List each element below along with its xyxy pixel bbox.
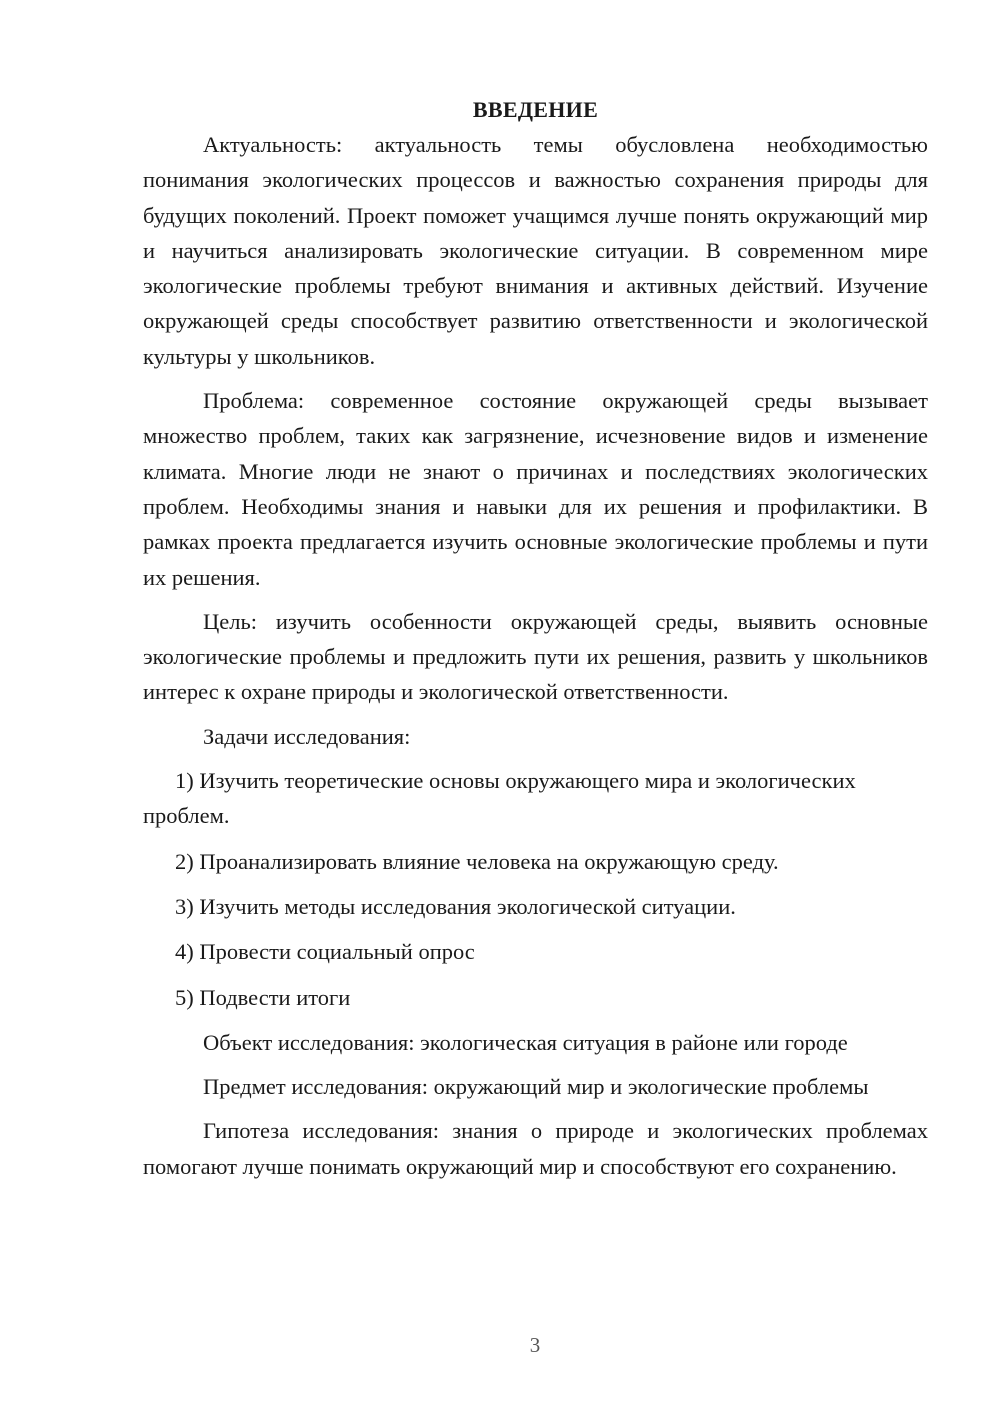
document-page: [143, 92, 928, 1193]
paragraph-relevance: Актуальность: актуальность темы обусловлена необходимостью понимания экологических процессов и важностью сохранения природы для будущих поколений. Проект поможет учащимся лучше понять окружающий мир и научиться анализировать экологические ситуации. В современном мире экологические проблемы требуют внимания и активных действий. Изучение окружающей среды способствует развитию ответственности и экологической культуры у школьников.: [143, 132, 928, 369]
paragraph-problem: Проблема: современное состояние окружающей среды вызывает множество проблем, таких как загрязнение, исчезновение видов и изменение климата. Многие люди не знают о причинах и последствиях экологических проблем. Необходимы знания и навыки для их решения и профилактики. В рамках проекта предлагается изучить основные экологические проблемы и пути их решения.: [143, 388, 928, 590]
task-item-5: 5) Подвести итоги: [175, 984, 351, 1010]
paragraph-tasks-heading: Задачи исследования:: [203, 723, 411, 749]
page-number: 3: [529, 1333, 541, 1357]
paragraph-hypothesis: Гипотеза исследования: знания о природе и экологических проблемах помогают лучше понимать окружающий мир и способствуют его сохранению.: [143, 1118, 928, 1179]
task-item-4: 4) Провести социальный опрос: [175, 939, 475, 965]
task-item-2: 2) Проанализировать влияние человека на окружающую среду.: [175, 848, 779, 874]
paragraph-goal: Цель: изучить особенности окружающей среды, выявить основные экологические проблемы и предложить пути их решения, развить у школьников интерес к охране природы и экологической ответственности.: [143, 608, 928, 705]
task-item-3: 3) Изучить методы исследования экологической ситуации.: [175, 893, 736, 919]
paragraph-object: Объект исследования: экологическая ситуация в районе или городе: [203, 1029, 848, 1055]
task-item-1: 1) Изучить теоретические основы окружающего мира и экологических проблем.: [143, 768, 856, 829]
section-title: ВВЕДЕНИЕ: [472, 97, 599, 122]
paragraph-subject: Предмет исследования: окружающий мир и экологические проблемы: [203, 1074, 869, 1100]
